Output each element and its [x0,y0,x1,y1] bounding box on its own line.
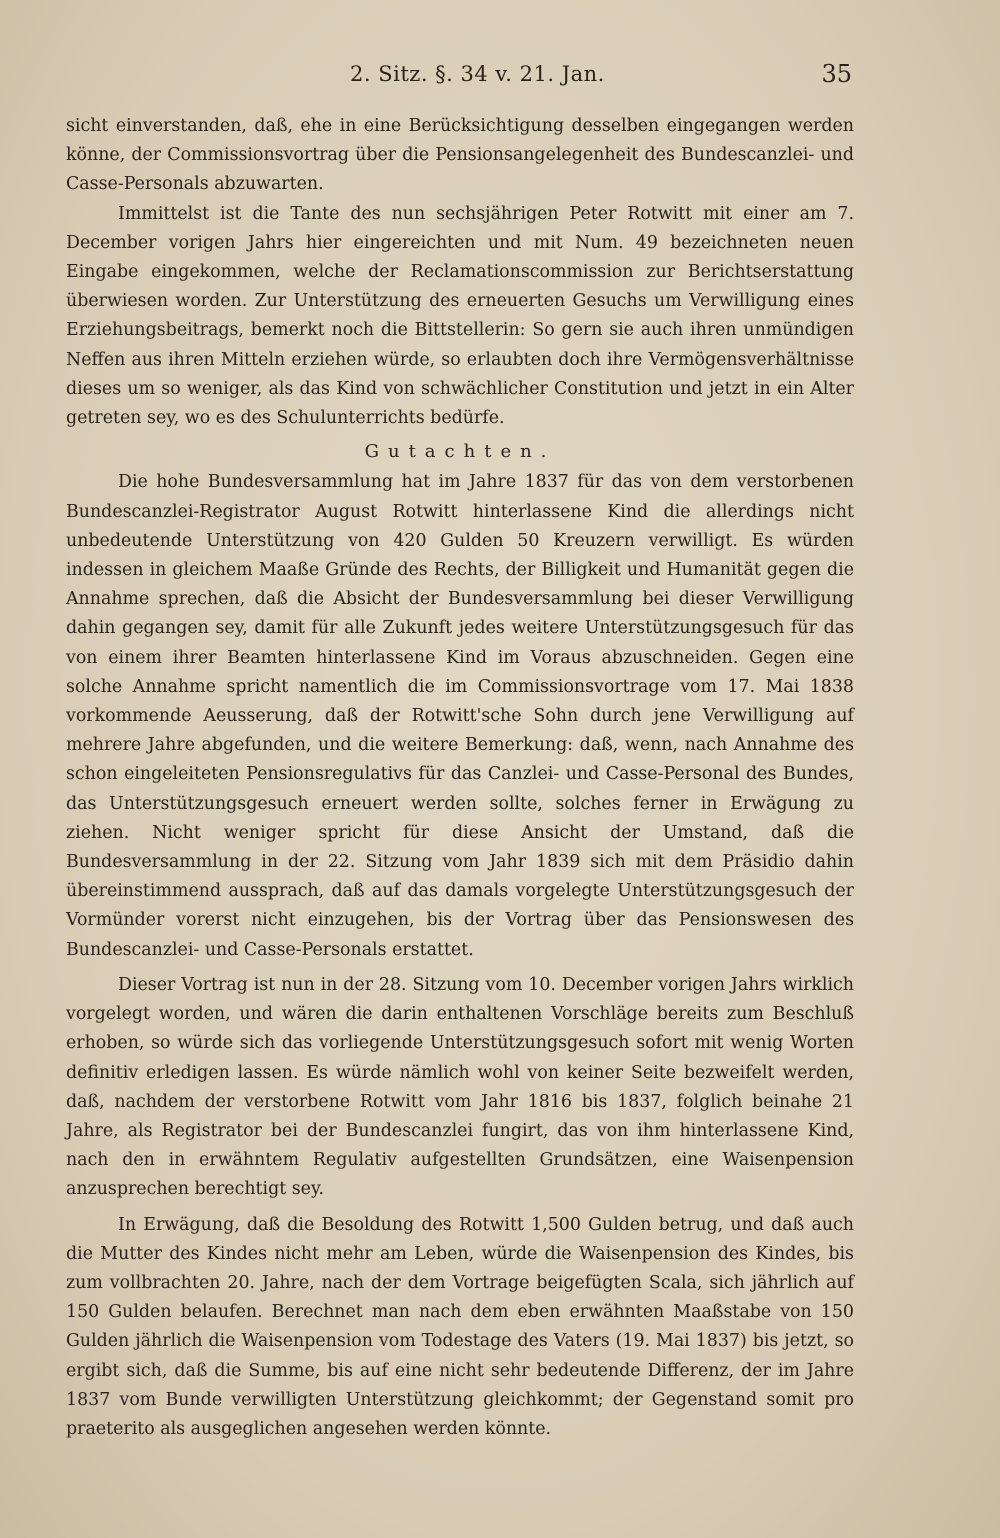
paragraph: sicht einverstanden, daß, ehe in eine Berücksichtigung desselben eingegangen werden könne, der Commissionsvortrag über die Pensionsangelegenheit des Bundescanzlei- und Casse-Personals abzuwarten. [66,116,854,195]
body-text [66,112,854,1444]
paragraph: In Erwägung, daß die Besoldung des Rotwitt 1,500 Gulden betrug, und daß auch die Mutter des Kindes nicht mehr am Leben, würde die Waisenpension des Kindes, bis zum vollbrachten 20. Jahre, nach der dem Vortrage beigefügten Scala, sich jährlich auf 150 Gulden belaufen. Berechnet man nach dem eben erwähnten Maaßstabe von 150 Gulden jährlich die Waisenpension vom Todestage des Vaters (19. Mai 1837) bis jetzt, so ergibt sich, daß die Summe, bis auf eine nicht sehr bedeutende Differenz, der im Jahre 1837 vom Bunde verwilligten Unterstützung gleichkommt; der Gegenstand somit pro praeterito als ausgeglichen angesehen werden könnte. [66,1214,854,1439]
section-heading: Gutachten. [364,441,556,463]
paragraph: Immittelst ist die Tante des nun sechsjährigen Peter Rotwitt mit einer am 7. December vorigen Jahrs hier eingereichten und mit Num. 49 bezeichneten neuen Eingabe eingekommen, welche der Reclamationscommission zur Berichtserstattung überwiesen worden. Zur Unterstützung des erneuerten Gesuchs um Verwilligung eines Erziehungsbeitrags, bemerkt noch die Bittstellerin: So gern sie auch ihren unmündigen Neffen aus ihren Mitteln erziehen würde, so erlaubten doch ihre Vermögensverhältnisse dieses um so weniger, als das Kind von schwächlicher Constitution und jetzt in ein Alter getreten sey, wo es des Schulunterrichts bedürfe. [66,203,854,429]
paragraph: Dieser Vortrag ist nun in der 28. Sitzung vom 10. December vorigen Jahrs wirklich vorgelegt worden, und wären die darin enthaltenen Vorschläge bereits zum Beschluß erhoben, so würde sich das vorliegende Unterstützungsgesuch sofort mit wenig Worten definitiv erledigen lassen. Es würde nämlich wohl von keiner Seite bezweifelt werden, daß, nachdem der verstorbene Rotwitt vom Jahr 1816 bis 1837, folglich beinahe 21 Jahre, als Registrator bei der Bundescanzlei fungirt, das von ihm hinterlassene Kind, nach den in erwähntem Regulativ aufgestellten Grundsätzen, eine Waisenpension anzusprechen berechtigt sey. [66,974,854,1200]
running-head: 2. Sitz. §. 34 v. 21. Jan. [350,62,605,86]
page-number: 35 [821,60,852,88]
paragraph: Die hohe Bundesversammlung hat im Jahre 1837 für das von dem verstorbenen Bundescanzlei-Registrator August Rotwitt hinterlassene Kind die allerdings nicht unbedeutende Unterstützung von 420 Gulden 50 Kreuzern verwilligt. Es würden indessen in gleichem Maaße Gründe des Rechts, der Billigkeit und Humanität gegen die Annahme sprechen, daß die Absicht der Bundesversammlung bei dieser Verwilligung dahin gegangen sey, damit für alle Zukunft jedes weitere Unterstützungsgesuch für das von einem ihrer Beamten hinterlassene Kind im Voraus abzuschneiden. Gegen eine solche Annahme spricht namentlich die im Commissionsvortrage vom 17. Mai 1838 vorkommende Aeusserung, daß der Rotwitt'sche Sohn durch jene Verwilligung auf mehrere Jahre abgefunden, und die weitere Bemerkung: daß, wenn, nach Annahme des schon eingeleiteten Pensionsregulativs für das Canzlei- und Casse-Personal des Bundes, das Unterstützungsgesuch erneuert werden sollte, solches ferner in Erwägung zu ziehen. Nicht weniger spricht für diese Ansicht der Umstand, daß die Bundesversammlung in der 22. Sitzung vom Jahr 1839 sich mit dem Präsidio dahin übereinstimmend aussprach, daß auf das damals vorgelegte Unterstützungsgesuch der Vormünder vorerst nicht einzugehen, bis der Vortrag über das Pensionswesen des Bundescanzlei- und Casse-Personals erstattet. [66,472,854,960]
page-header [0,60,1000,100]
